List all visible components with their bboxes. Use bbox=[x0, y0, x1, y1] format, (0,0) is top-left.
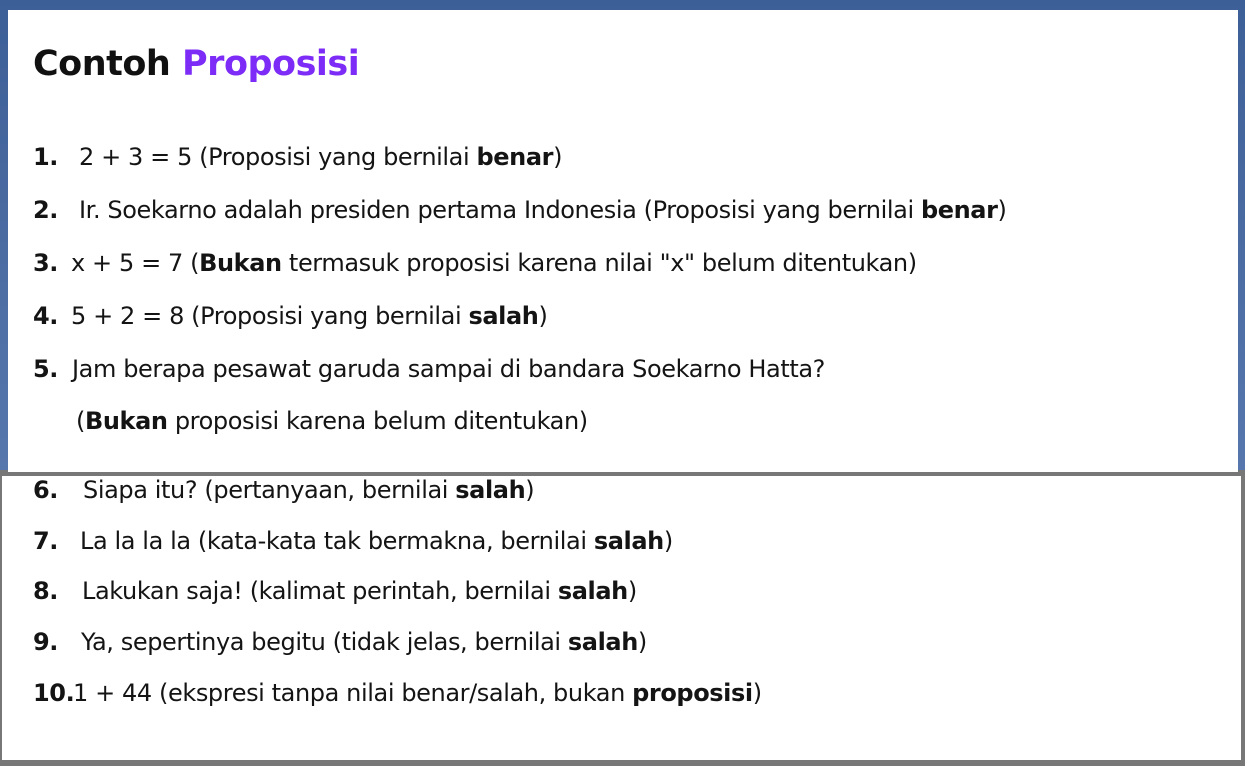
item-text: La la la la (kata-kata tak bermakna, bernilai bbox=[80, 527, 594, 555]
item-number: 5. bbox=[33, 355, 59, 383]
item-bold: salah bbox=[567, 628, 638, 656]
title-accent: Proposisi bbox=[182, 44, 360, 84]
item-text: x + 5 = 7 ( bbox=[71, 249, 200, 277]
item-bold: salah bbox=[557, 577, 628, 605]
list-item-6 bbox=[33, 476, 534, 504]
item-number: 4. bbox=[33, 302, 59, 330]
item-text-end: ) bbox=[997, 196, 1007, 224]
slide-panel-bottom bbox=[2, 476, 1241, 760]
item-text: Ya, sepertinya begitu (tidak jelas, bernilai bbox=[81, 628, 568, 656]
item-number: 7. bbox=[33, 527, 59, 555]
item-number: 3. bbox=[33, 249, 59, 277]
title-plain: Contoh bbox=[33, 44, 171, 84]
item-text: 5 + 2 = 8 (Proposisi yang bernilai bbox=[71, 302, 469, 330]
item-text-end: ) bbox=[538, 302, 548, 330]
list-item-1 bbox=[33, 143, 562, 171]
item-number: 6. bbox=[33, 476, 59, 504]
item-text-end: ) bbox=[752, 679, 762, 707]
list-item-7 bbox=[33, 527, 673, 555]
item-text-end: ) bbox=[553, 143, 563, 171]
item-number: 10. bbox=[33, 679, 75, 707]
item-bold: benar bbox=[920, 196, 998, 224]
list-item-3 bbox=[33, 249, 917, 277]
item-text-end: ) bbox=[663, 527, 673, 555]
item-text: Ir. Soekarno adalah presiden pertama Indonesia (Proposisi yang bernilai bbox=[79, 196, 921, 224]
item-text: 1 + 44 (ekspresi tanpa nilai benar/salah, bukan bbox=[73, 679, 633, 707]
item-text-end: ) bbox=[637, 628, 647, 656]
item-bold: Bukan bbox=[84, 407, 168, 435]
item-bold: benar bbox=[476, 143, 554, 171]
item-text-end: termasuk proposisi karena nilai "x" belum ditentukan) bbox=[281, 249, 917, 277]
item-bold: Bukan bbox=[199, 249, 282, 277]
list-item-8 bbox=[33, 577, 637, 605]
item-bold: proposisi bbox=[632, 679, 753, 707]
item-bold: salah bbox=[455, 476, 526, 504]
item-bold: salah bbox=[468, 302, 539, 330]
item-text: Jam berapa pesawat garuda sampai di bandara Soekarno Hatta? bbox=[72, 355, 826, 383]
item-bold: salah bbox=[593, 527, 664, 555]
list-item-10 bbox=[33, 679, 762, 707]
item-text-end: ) bbox=[627, 577, 637, 605]
list-item-5-continuation bbox=[76, 407, 588, 435]
list-item-2 bbox=[33, 196, 1007, 224]
list-item-5 bbox=[33, 355, 825, 383]
item-number: 9. bbox=[33, 628, 59, 656]
item-number: 1. bbox=[33, 143, 59, 171]
item-number: 2. bbox=[33, 196, 59, 224]
item-text: ( bbox=[76, 407, 85, 435]
list-item-4 bbox=[33, 302, 547, 330]
item-text: Siapa itu? (pertanyaan, bernilai bbox=[83, 476, 456, 504]
item-text-end: ) bbox=[525, 476, 535, 504]
item-number: 8. bbox=[33, 577, 59, 605]
list-item-9 bbox=[33, 628, 647, 656]
item-text-end: proposisi karena belum ditentukan) bbox=[167, 407, 588, 435]
page-title bbox=[33, 44, 359, 84]
item-text: 2 + 3 = 5 (Proposisi yang bernilai bbox=[79, 143, 477, 171]
item-text: Lakukan saja! (kalimat perintah, bernilai bbox=[82, 577, 558, 605]
